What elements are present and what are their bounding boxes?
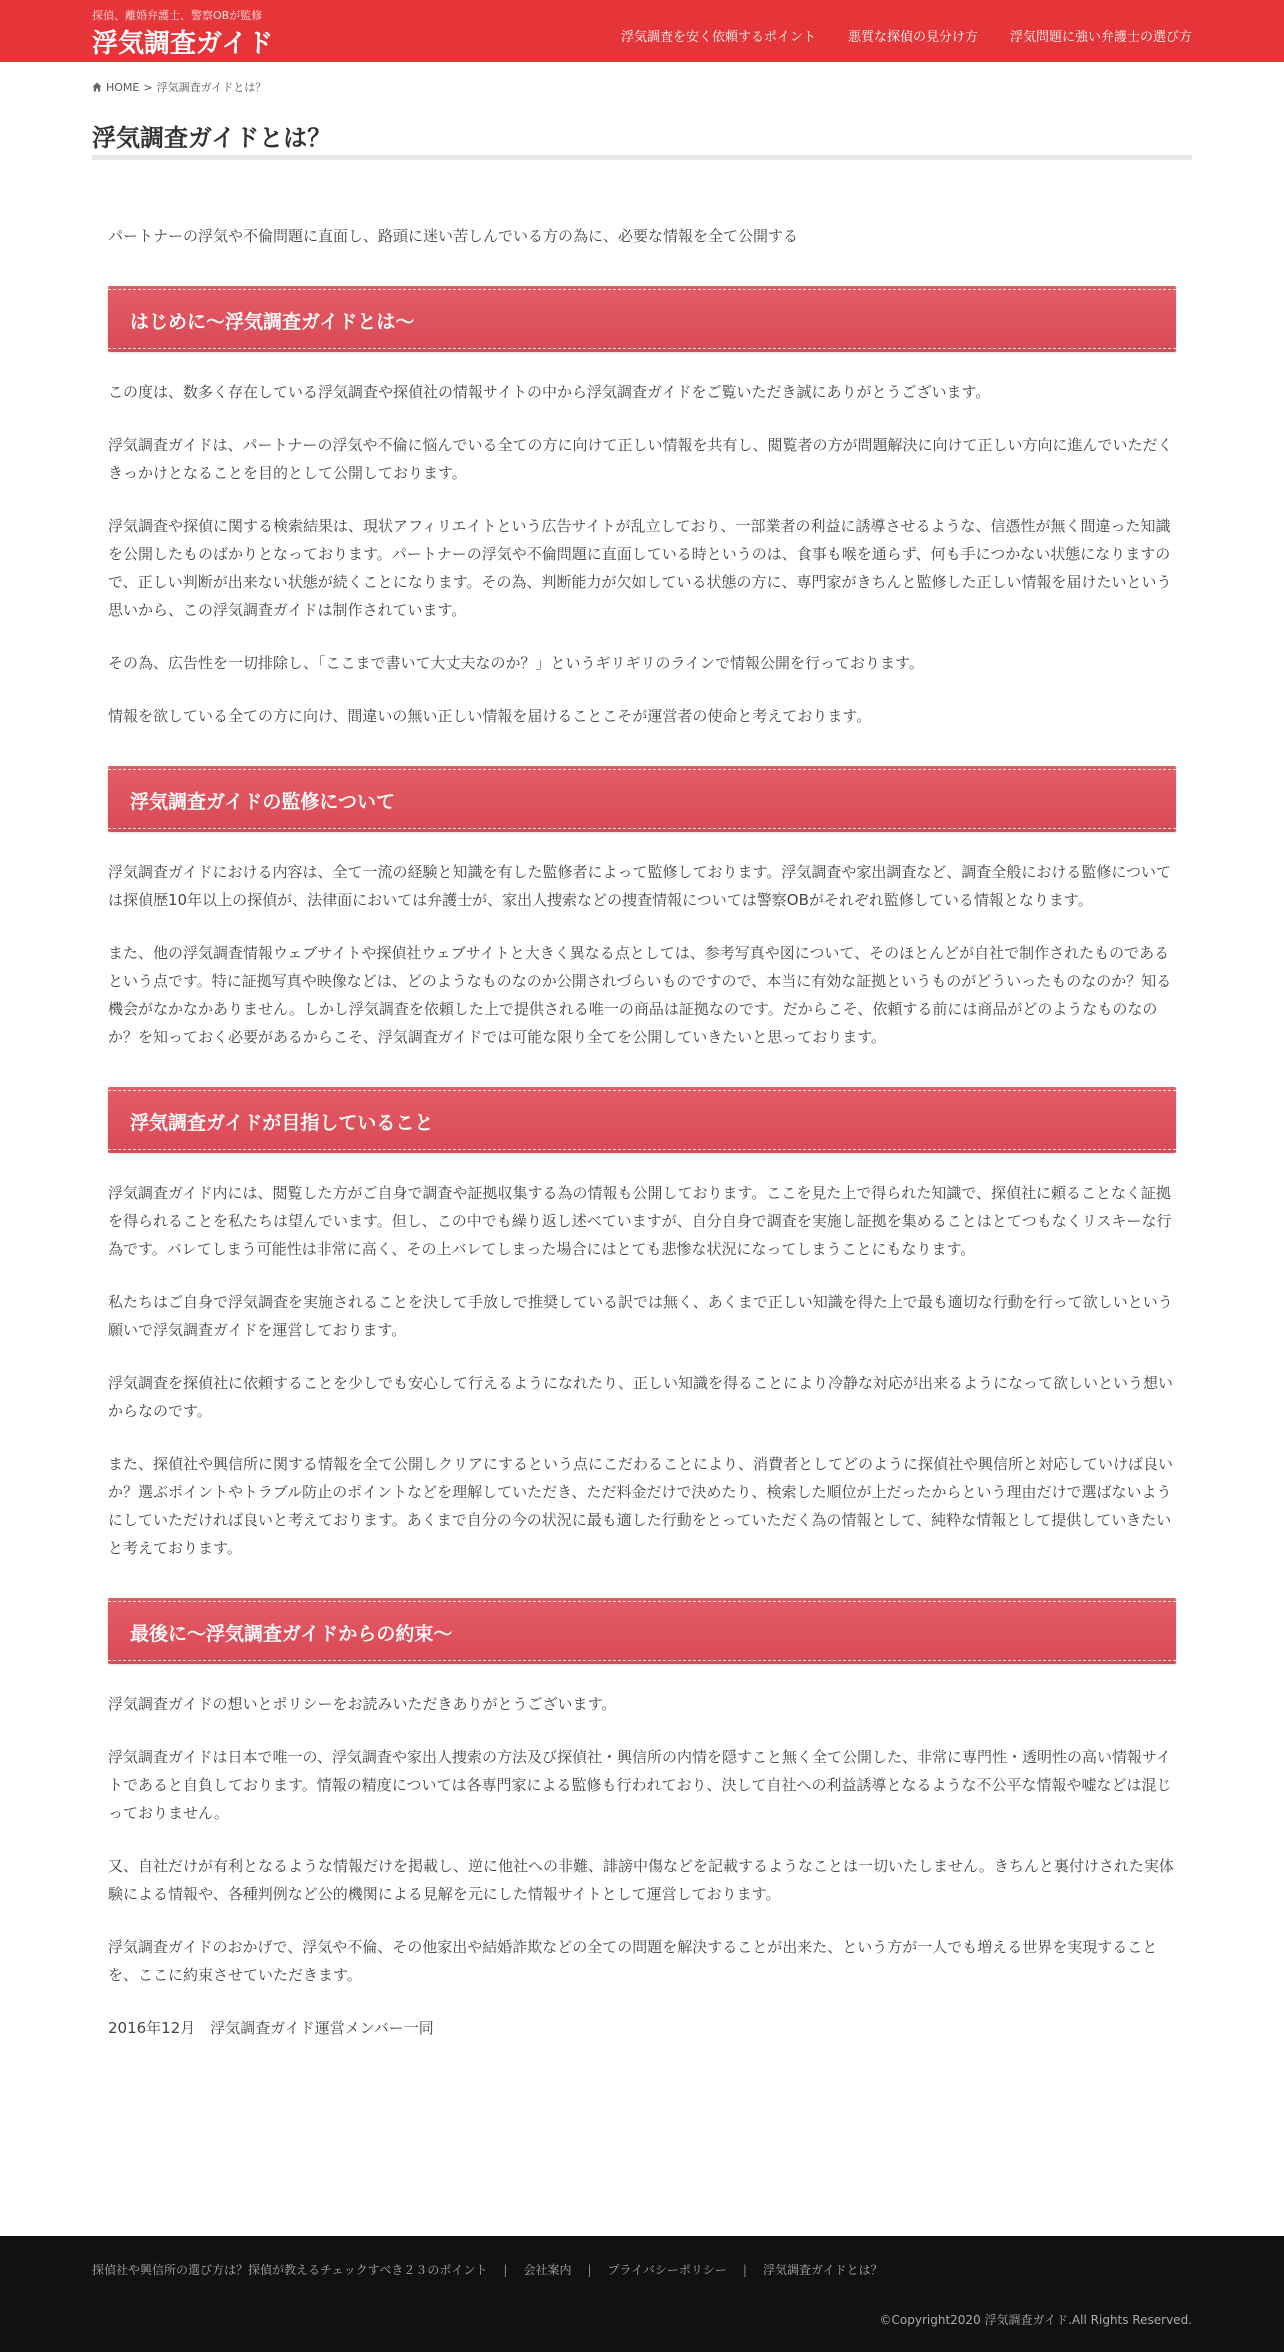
section-paragraph: 浮気調査ガイドは、パートナーの浮気や不倫に悩んでいる全ての方に向けて正しい情報を共有し、閲覧者の方が問題解決に向けて正しい方向に進んでいただくきっかけとなることを目的として公開しております。 bbox=[108, 436, 1173, 482]
section-paragraph: 情報を欲している全ての方に向け、間違いの無い正しい情報を届けることこそが運営者の使命と考えております。 bbox=[108, 707, 872, 725]
footer-links bbox=[92, 2261, 883, 2278]
copyright: ©Copyright2020 浮気調査ガイド.All Rights Reserved. bbox=[879, 2313, 1192, 2327]
section-paragraph: また、探偵社や興信所に関する情報を全て公開しクリアにするという点にこだわることにより、消費者としてどのように探偵社や興信所と対応していけば良いか？選ぶポイントやトラブル防止のポイントなどを理解していただき、ただ料金だけで決めたり、検索した順位が上だったからという理由だけで選ばないようにしていただければ良いと考えております。あくまで自分の今の状況に最も適した行動をとっていただく為の情報として、純粋な情報として提供していきたいと考えております。 bbox=[108, 1455, 1174, 1557]
section-heading-text: 最後に～浮気調査ガイドからの約束～ bbox=[130, 1623, 453, 1645]
home-icon bbox=[92, 82, 102, 92]
section-paragraph: また、他の浮気調査情報ウェブサイトや探偵社ウェブサイトと大きく異なる点としては、参考写真や図について、そのほとんどが自社で制作されたものであるという点です。特に証拠写真や映像などは、どのようなものなのか公開されづらいものですので、本当に有効な証拠というものがどういったものなのか？知る機会がなかなかありません。しかし浮気調査を依頼した上で提供される唯一の商品は証拠なのです。だからこそ、依頼する前には商品がどのようなものなのか？を知っておく必要があるからこそ、浮気調査ガイドでは可能な限り全てを公開していきたいと思っております。 bbox=[108, 944, 1172, 1046]
page-title: 浮気調査ガイドとは？ bbox=[92, 124, 332, 152]
section-heading bbox=[108, 766, 1176, 832]
section-heading-text: 浮気調査ガイドの監修について bbox=[130, 791, 396, 813]
section-paragraph: その為、広告性を一切排除し、「ここまで書いて大丈夫なのか？」というギリギリのラインで情報公開を行っております。 bbox=[108, 654, 924, 672]
title-divider bbox=[92, 155, 1192, 160]
site-footer bbox=[0, 2236, 1284, 2352]
section-paragraph: 浮気調査ガイドの想いとポリシーをお読みいただきありがとうございます。 bbox=[108, 1695, 617, 1713]
section-paragraph: 浮気調査ガイド内には、閲覧した方がご自身で調査や証拠収集する為の情報も公開しております。ここを見た上で得られた知識で、探偵社に頼ることなく証拠を得られることを私たちは望んでいます。但し、この中でも繰り返し述べていますが、自分自身で調査を実施し証拠を集めることはとてつもなくリスキーな行為です。バレてしまう可能性は非常に高く、その上バレてしまった場合にはとても悲惨な状況になってしまうことにもなります。 bbox=[108, 1184, 1172, 1258]
breadcrumb-home-link[interactable]: HOME bbox=[106, 80, 140, 94]
signature-line: 2016年12月 浮気調査ガイド運営メンバー一同 bbox=[108, 2019, 434, 2037]
section-paragraph: この度は、数多く存在している浮気調査や探偵社の情報サイトの中から浮気調査ガイドをご覧いただき誠にありがとうございます。 bbox=[108, 383, 991, 401]
section-paragraph: 浮気調査を探偵社に依頼することを少しでも安心して行えるようになれたり、正しい知識を得ることにより冷静な対応が出来るようになって欲しいという想いからなのです。 bbox=[108, 1374, 1174, 1420]
section-paragraph: 浮気調査ガイドのおかげで、浮気や不倫、その他家出や結婚詐欺などの全ての問題を解決することが出来た、という方が一人でも増える世界を実現することを、ここに約束させていただきます。 bbox=[108, 1938, 1158, 1984]
section-paragraph: 浮気調査や探偵に関する検索結果は、現状アフィリエイトという広告サイトが乱立しており、一部業者の利益に誘導させるような、信憑性が無く間違った知識を公開したものばかりとなっております。パートナーの浮気や不倫問題に直面している時というのは、食事も喉を通らず、何も手につかない状態になりますので、正しい判断が出来ない状態が続くことになります。その為、判断能力が欠如している状態の方に、専門家がきちんと監修した正しい情報を届けたいという思いから、この浮気調査ガイドは制作されています。 bbox=[108, 517, 1172, 619]
footer-separator: | bbox=[503, 2262, 508, 2277]
section-heading-text: 浮気調査ガイドが目指していること bbox=[130, 1112, 434, 1134]
section-paragraph: 又、自社だけが有利となるような情報だけを掲載し、逆に他社への非難、誹謗中傷などを記載するようなことは一切いたしません。きちんと裏付けされた実体験による情報や、各種判例など公的機関による見解を元にした情報サイトとして運営しております。 bbox=[108, 1857, 1174, 1903]
site-logo[interactable]: 浮気調査ガイド bbox=[92, 29, 274, 59]
footer-link-about[interactable]: 浮気調査ガイドとは？ bbox=[762, 2263, 883, 2277]
section-heading bbox=[108, 1598, 1176, 1664]
nav-item-cheap-request[interactable]: 浮気調査を安く依頼するポイント bbox=[620, 30, 816, 45]
breadcrumb bbox=[92, 79, 266, 95]
section-paragraph: 浮気調査ガイドは日本で唯一の、浮気調査や家出人捜索の方法及び探偵社・興信所の内情を隠すこと無く全て公開した、非常に専門性・透明性の高い情報サイトであると自負しております。情報の精度については各専門家による監修も行われており、決して自社への利益誘導となるような不公平な情報や嘘などは混じっておりません。 bbox=[108, 1748, 1172, 1822]
nav-item-lawyer[interactable]: 浮気問題に強い弁護士の選び方 bbox=[1009, 30, 1192, 45]
footer-link-checkpoints[interactable]: 探偵社や興信所の選び方は？探偵が教えるチェックすべき２３のポイント bbox=[92, 2263, 488, 2277]
global-nav bbox=[621, 26, 1192, 45]
section-heading bbox=[108, 286, 1176, 352]
nav-item-bad-detective[interactable]: 悪質な探偵の見分け方 bbox=[847, 30, 978, 45]
site-tagline: 探偵、離婚弁護士、警察OBが監修 bbox=[92, 9, 263, 22]
main-content bbox=[108, 222, 1176, 2067]
lead-text: パートナーの浮気や不倫問題に直面し、路頭に迷い苦しんでいる方の為に、必要な情報を全て公開する bbox=[108, 227, 799, 245]
section-heading-text: はじめに～浮気調査ガイドとは～ bbox=[130, 311, 415, 333]
breadcrumb-current: 浮気調査ガイドとは？ bbox=[156, 81, 267, 94]
breadcrumb-separator: > bbox=[143, 80, 153, 94]
footer-separator: | bbox=[587, 2262, 592, 2277]
footer-link-privacy[interactable]: プライバシーポリシー bbox=[607, 2263, 727, 2277]
section-paragraph: 私たちはご自身で浮気調査を実施されることを決して手放しで推奨している訳では無く、あくまで正しい知識を得た上で最も適切な行動を行って欲しいという願いで浮気調査ガイドを運営しております。 bbox=[108, 1293, 1173, 1339]
section-heading bbox=[108, 1087, 1176, 1153]
site-header bbox=[0, 0, 1284, 62]
footer-link-company[interactable]: 会社案内 bbox=[523, 2263, 572, 2277]
footer-separator: | bbox=[742, 2262, 747, 2277]
section-paragraph: 浮気調査ガイドにおける内容は、全て一流の経験と知識を有した監修者によって監修しております。浮気調査や家出調査など、調査全般における監修については探偵歴10年以上の探偵が、法律面においては弁護士が、家出人捜索などの捜査情報については警察OBがそれぞれ監修している情報となります。 bbox=[108, 863, 1172, 909]
